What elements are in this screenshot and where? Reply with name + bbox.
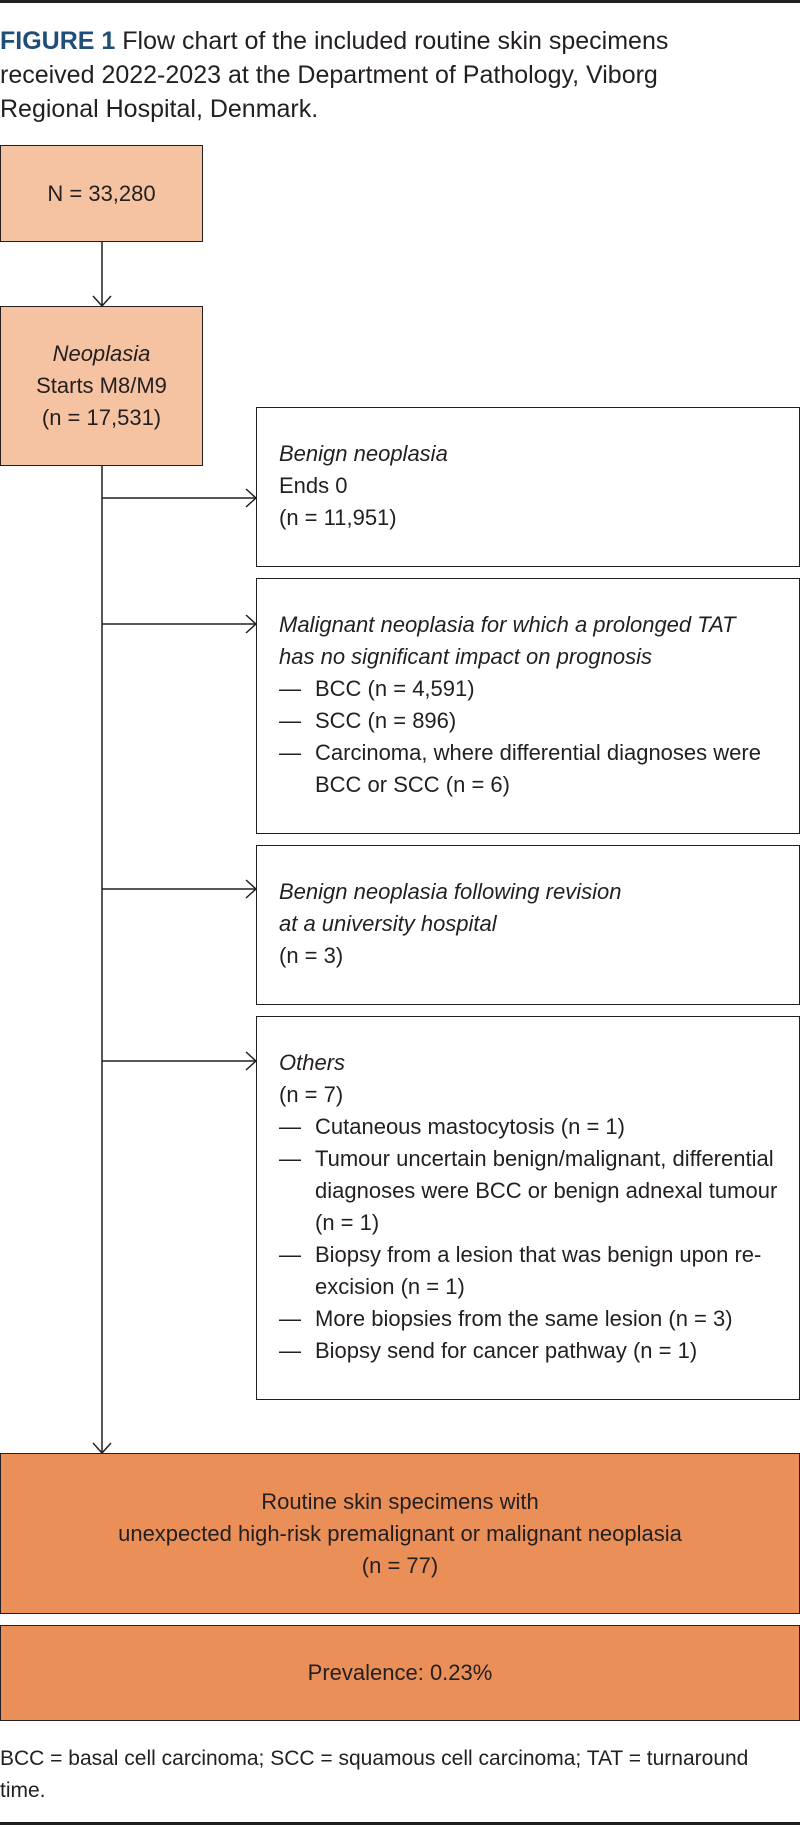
benign-code: Ends 0 [279,473,348,498]
list-item: — BCC (n = 4,591) [279,673,779,705]
result-box [0,1453,800,1614]
list-item: — Carcinoma, where differential diagnoses were BCC or SCC (n = 6) [279,737,779,801]
others-box [256,1016,800,1400]
benign-revision-box [256,845,800,1005]
benign-title: Benign neoplasia [279,441,448,466]
abbreviations-footnote: BCC = basal cell carcinoma; SCC = squamous cell carcinoma; TAT = turnaround time. [0,1747,749,1802]
others-count: (n = 7) [279,1082,344,1107]
result-count: (n = 77) [361,1552,439,1578]
list-item: — Biopsy from a lesion that was benign upon re-excision (n = 1) [279,1239,779,1303]
result-line2: unexpected high-risk premalignant or malignant neoplasia [118,1520,682,1546]
total-specimens-box [0,145,203,242]
malignant-title-line2: has no significant impact on prognosis [279,644,652,669]
figure-label: FIGURE 1 [0,27,116,55]
others-list [279,1111,779,1367]
list-item: — SCC (n = 896) [279,705,779,737]
revision-title-line2: at a university hospital [279,911,497,936]
prevalence-box [0,1625,800,1721]
others-title: Others [279,1050,346,1075]
list-item: — Cutaneous mastocytosis (n = 1) [279,1111,779,1143]
revision-title-line1: Benign neoplasia following revision [279,879,622,904]
result-line1: Routine skin specimens with [261,1488,539,1514]
total-count: N = 33,280 [47,180,156,206]
prevalence-text: Prevalence: 0.23% [307,1660,493,1685]
neoplasia-box [0,306,203,466]
neoplasia-title: Neoplasia [52,341,151,366]
caption-text: Flow chart of the included routine skin specimens received 2022-2023 at the Department of Pathology, Viborg Regional Hospital, Denmark. [0,27,669,123]
list-item: — Biopsy send for cancer pathway (n = 1) [279,1335,779,1367]
revision-count: (n = 3) [279,943,344,968]
neoplasia-subtitle: Starts M8/M9 [36,373,167,398]
list-item: — Tumour uncertain benign/malignant, differential diagnoses were BCC or benign adnexal tumour (n = 1) [279,1143,779,1239]
malignant-title-line1: Malignant neoplasia for which a prolonged TAT [279,612,736,637]
benign-count: (n = 11,951) [279,505,397,530]
malignant-low-impact-box [256,578,800,834]
benign-neoplasia-box [256,407,800,567]
list-item: — More biopsies from the same lesion (n = 3) [279,1303,779,1335]
malignant-list [279,673,779,801]
neoplasia-count: (n = 17,531) [41,405,162,430]
bottom-rule [0,1822,800,1825]
